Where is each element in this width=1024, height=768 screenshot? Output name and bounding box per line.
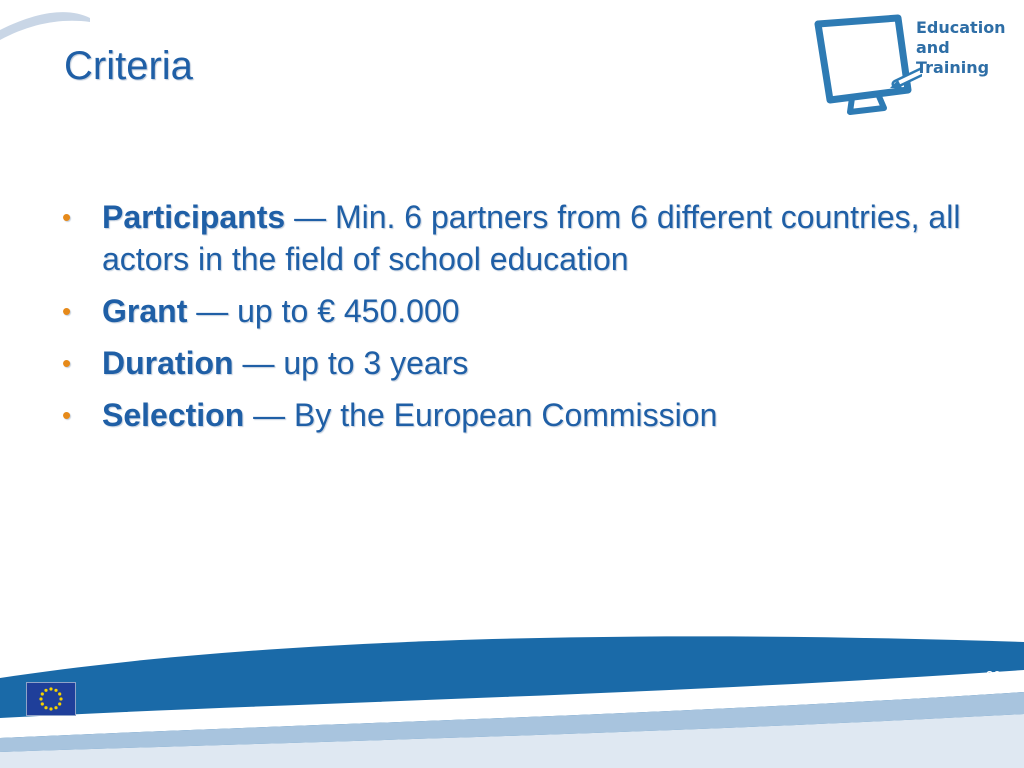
bullet-duration (62, 342, 962, 384)
bottom-decorative-wave (0, 630, 1024, 768)
bullet-term: Grant (102, 293, 188, 329)
computer-pencil-icon (812, 14, 922, 120)
bullet-grant (62, 290, 962, 332)
bullet-text: — Min. 6 partners from 6 different countries, all actors in the field of school education (102, 199, 961, 277)
logo-line-training: Training (916, 58, 990, 77)
slide-title: Criteria (64, 44, 193, 88)
page-number: 36 (986, 668, 1001, 683)
education-training-logo (812, 14, 1012, 120)
bullet-text: — up to 3 years (233, 345, 469, 381)
eu-flag-icon (26, 682, 76, 716)
bullet-list (62, 196, 962, 446)
bullet-term: Participants (102, 199, 286, 235)
logo-text (916, 18, 1006, 78)
bullet-text: — By the European Commission (244, 397, 718, 433)
bullet-marker: • (62, 348, 72, 378)
bullet-marker: • (62, 400, 72, 430)
bullet-participants (62, 196, 962, 280)
logo-line-and: and (916, 38, 950, 57)
logo-line-education: Education (916, 18, 1006, 37)
bullet-text: — up to € 450.000 (187, 293, 460, 329)
bullet-marker: • (62, 202, 72, 232)
bullet-marker: • (62, 296, 72, 326)
bullet-term: Duration (102, 345, 234, 381)
bullet-selection (62, 394, 962, 436)
bullet-term: Selection (102, 397, 245, 433)
